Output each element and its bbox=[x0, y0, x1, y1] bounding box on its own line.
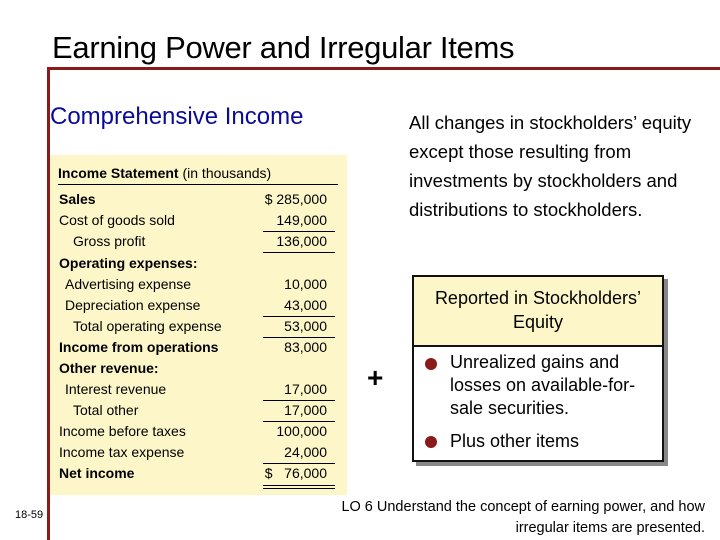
row-amount: $ 76,000 bbox=[264, 465, 327, 481]
section-subtitle: Comprehensive Income bbox=[50, 103, 304, 130]
row-label: Net income bbox=[59, 465, 135, 481]
row-amount: 136,000 bbox=[276, 233, 327, 249]
row-total-operating bbox=[50, 318, 347, 339]
row-label: Other revenue: bbox=[59, 360, 159, 376]
slide-title: Earning Power and Irregular Items bbox=[52, 30, 515, 65]
row-income-operations bbox=[50, 339, 347, 360]
box-item-unrealized-gains: Unrealized gains and losses on available-for-sale securities. bbox=[450, 352, 636, 418]
underline bbox=[263, 316, 335, 317]
row-label: Total operating expense bbox=[73, 318, 222, 334]
row-gross-profit bbox=[50, 233, 347, 254]
row-total-other bbox=[50, 402, 347, 423]
row-amount: 149,000 bbox=[276, 212, 327, 228]
double-underline-top bbox=[263, 485, 335, 486]
row-label: Interest revenue bbox=[65, 381, 167, 397]
row-other-revenue bbox=[50, 360, 347, 381]
row-label: Depreciation expense bbox=[65, 297, 201, 313]
row-operating-expenses bbox=[50, 255, 347, 276]
underline bbox=[263, 463, 335, 464]
row-label: Sales bbox=[59, 191, 96, 207]
row-cogs bbox=[50, 212, 347, 233]
reported-in-equity-box bbox=[412, 275, 664, 462]
row-label: Income from operations bbox=[59, 339, 219, 355]
row-amount: 100,000 bbox=[276, 423, 327, 439]
row-amount: 43,000 bbox=[284, 297, 327, 313]
learning-objective: LO 6 Understand the concept of earning power, and how irregular items are presented. bbox=[341, 499, 705, 536]
row-income-tax bbox=[50, 444, 347, 465]
plus-sign: + bbox=[367, 362, 384, 393]
row-advertising bbox=[50, 276, 347, 297]
row-label: Gross profit bbox=[73, 233, 146, 249]
row-income-before-taxes bbox=[50, 423, 347, 444]
header-divider bbox=[58, 184, 338, 185]
row-amount: 10,000 bbox=[284, 276, 327, 292]
row-amount: 24,000 bbox=[284, 444, 327, 460]
row-depreciation bbox=[50, 297, 347, 318]
income-statement-header bbox=[58, 165, 271, 181]
income-statement-header-units: (in thousands) bbox=[182, 165, 272, 181]
row-label: Total other bbox=[73, 402, 139, 418]
box-item-other: Plus other items bbox=[450, 431, 580, 451]
definition-text: All changes in stockholders’ equity except those resulting from investments by stockholders and distributions to stockholders. bbox=[409, 112, 692, 220]
row-sales bbox=[50, 191, 347, 212]
row-interest-revenue bbox=[50, 381, 347, 402]
underline bbox=[263, 400, 335, 401]
page-number: 18-59 bbox=[15, 509, 44, 521]
row-label: Cost of goods sold bbox=[59, 212, 175, 228]
row-label: Income before taxes bbox=[59, 423, 186, 439]
underline bbox=[263, 337, 335, 338]
bullet-icon bbox=[425, 358, 437, 370]
bullet-icon bbox=[425, 436, 437, 448]
income-statement-header-title: Income Statement bbox=[58, 165, 179, 181]
income-statement-panel bbox=[50, 155, 347, 495]
row-amount: 17,000 bbox=[284, 381, 327, 397]
row-amount: $ 285,000 bbox=[264, 191, 327, 207]
underline bbox=[263, 252, 335, 253]
title-rule bbox=[50, 67, 720, 70]
row-amount: 17,000 bbox=[284, 402, 327, 418]
reported-box-heading: Reported in Stockholders’ Equity bbox=[414, 277, 662, 345]
row-amount: 53,000 bbox=[284, 318, 327, 334]
double-underline-bottom bbox=[263, 488, 335, 489]
underline bbox=[263, 231, 335, 232]
row-label: Income tax expense bbox=[59, 444, 185, 460]
underline bbox=[263, 421, 335, 422]
row-amount: 83,000 bbox=[284, 339, 327, 355]
row-label: Advertising expense bbox=[65, 276, 192, 292]
row-net-income bbox=[50, 465, 347, 486]
row-label: Operating expenses: bbox=[59, 255, 198, 271]
box-divider bbox=[414, 345, 662, 347]
